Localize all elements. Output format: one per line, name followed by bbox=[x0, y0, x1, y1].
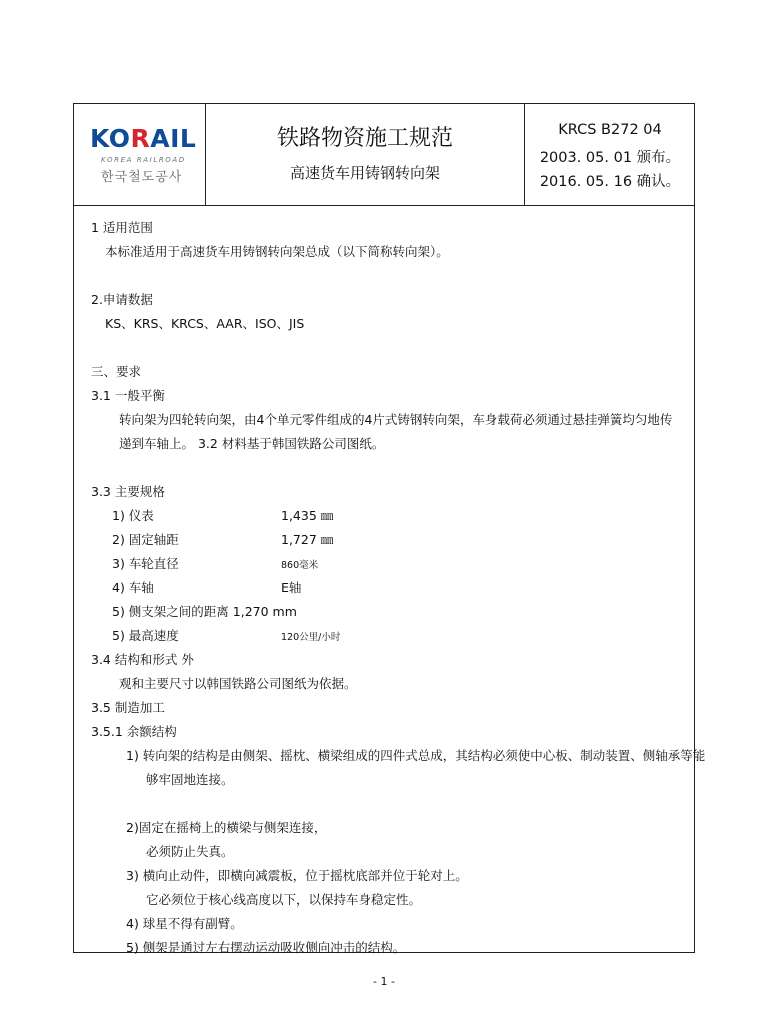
list-item-continuation: 它必须位于核心线高度以下，以保持车身稳定性。 bbox=[146, 892, 422, 907]
document-subtitle: 高速货车用铸钢转向架 bbox=[289, 164, 440, 182]
published-date: 2003. 05. 01 颁布。 bbox=[539, 150, 681, 166]
spec-value: 1,727 ㎜ bbox=[281, 532, 334, 547]
code-cell bbox=[525, 104, 695, 205]
logo-text-prefix: KO bbox=[90, 124, 131, 153]
spec-label: 5) 最高速度 bbox=[112, 628, 179, 643]
logo-text-accent: R bbox=[130, 124, 151, 153]
logo-subtitle: KOREA RAILROAD bbox=[101, 156, 186, 164]
section-1-text: 本标准适用于高速货车用铸钢转向架总成（以下简称转向架）。 bbox=[105, 244, 449, 259]
section-3-4-heading: 3.4 结构和形式 外 bbox=[91, 652, 194, 667]
spec-value: 120公里/小时 bbox=[281, 632, 341, 643]
spec-label: 5) 侧支架之间的距离 1,270 mm bbox=[112, 604, 297, 619]
section-2-text: KS、KRS、KRCS、AAR、ISO、JIS bbox=[105, 316, 305, 331]
section-3-1-text-line1: 转向架为四轮转向架，由4个单元零件组成的4片式铸钢转向架，车身载荷必须通过悬挂弹簧均匀地传 bbox=[119, 412, 673, 427]
document-header bbox=[74, 104, 694, 206]
section-1-heading: 1 适用范围 bbox=[91, 220, 153, 235]
spec-label: 3) 车轮直径 bbox=[112, 556, 179, 571]
list-item: 2)固定在摇椅上的横梁与侧架连接， bbox=[126, 820, 327, 835]
korail-logo bbox=[90, 124, 196, 153]
section-3-3-heading: 3.3 主要规格 bbox=[91, 484, 165, 499]
spec-label: 2) 固定轴距 bbox=[112, 532, 179, 547]
list-item: 1) 转向架的结构是由侧架、摇枕、横梁组成的四件式总成，其结构必须使中心板、制动装置、侧轴承等能 bbox=[126, 748, 706, 763]
spec-value: 860毫米 bbox=[281, 560, 319, 571]
document-code: KRCS B272 04 bbox=[558, 122, 662, 138]
logo-cell bbox=[74, 104, 206, 205]
section-3-1-heading: 3.1 一般平衡 bbox=[91, 388, 165, 403]
spec-value: 1,435 ㎜ bbox=[281, 508, 334, 523]
list-item: 5) 侧架是通过左右摆动运动吸收侧向冲击的结构。 bbox=[126, 940, 406, 955]
list-item-continuation: 必须防止失真。 bbox=[146, 844, 234, 859]
list-item-continuation: 够牢固地连接。 bbox=[146, 772, 234, 787]
spec-label: 4) 车轴 bbox=[112, 580, 154, 595]
logo-korean-name: 한국철도공사 bbox=[101, 170, 183, 185]
section-2-heading: 2.申请数据 bbox=[91, 292, 153, 307]
section-3-4-text: 观和主要尺寸以韩国铁路公司图纸为依据。 bbox=[119, 676, 357, 691]
document-frame bbox=[73, 103, 706, 955]
list-item: 4) 球星不得有副臂。 bbox=[126, 916, 243, 931]
document-title: 铁路物资施工规范 bbox=[276, 126, 453, 151]
page-number: - 1 - bbox=[373, 975, 395, 988]
section-3-5-heading: 3.5 制造加工 bbox=[91, 700, 165, 715]
section-3-5-1-heading: 3.5.1 余额结构 bbox=[91, 724, 177, 739]
spec-label: 1) 仪表 bbox=[112, 508, 154, 523]
list-item: 3) 横向止动件，即横向减震板，位于摇枕底部并位于轮对上。 bbox=[126, 868, 468, 883]
logo-text-suffix: AIL bbox=[150, 124, 197, 153]
section-3-1-text-line2: 递到车轴上。 3.2 材料基于韩国铁路公司图纸。 bbox=[119, 436, 385, 451]
title-cell bbox=[206, 104, 525, 205]
confirmed-date: 2016. 05. 16 确认。 bbox=[539, 174, 681, 190]
section-3-heading: 三、要求 bbox=[91, 364, 142, 379]
spec-value: E轴 bbox=[281, 580, 302, 595]
